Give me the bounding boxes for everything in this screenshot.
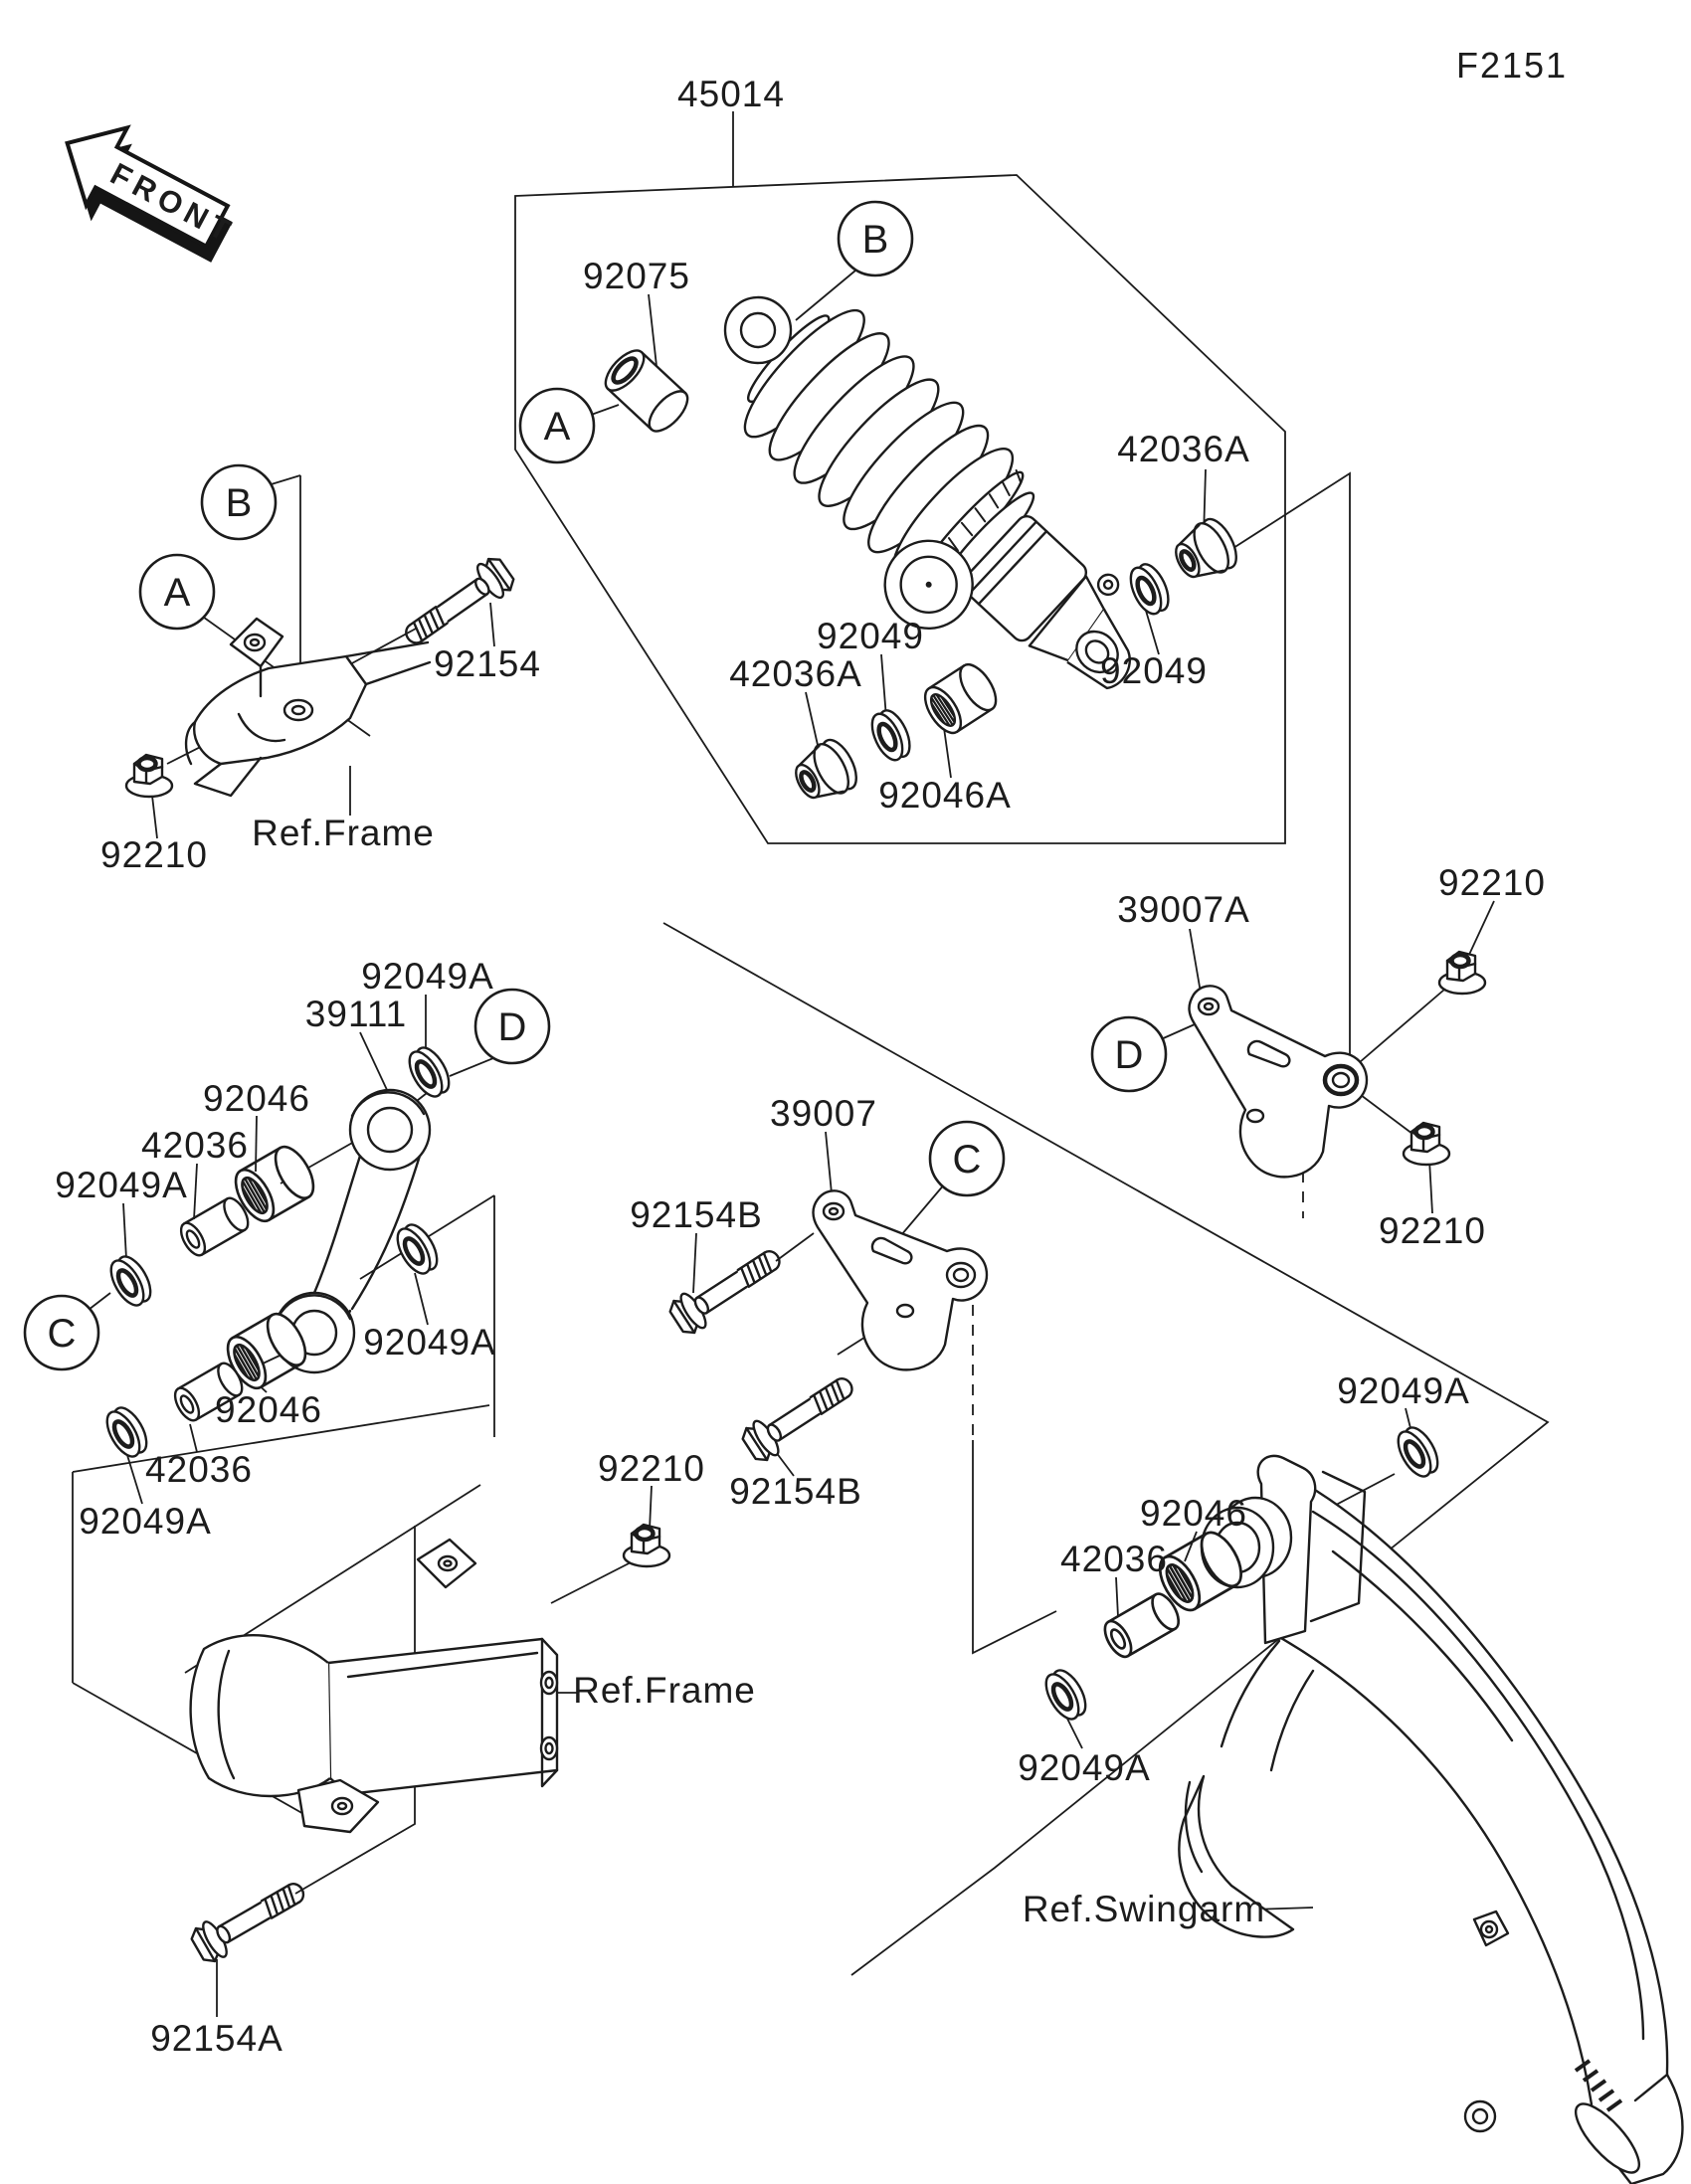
bolt-92154a [188,1872,312,1966]
collar-42036-swingarm [1100,1589,1185,1661]
part-label-39007a: 39007A [1117,889,1250,930]
figure-code: F2151 [1455,45,1569,86]
nut-92210-ne [1439,952,1485,994]
part-label-92049a: 92049A [1018,1747,1151,1788]
part-label-39111: 39111 [304,994,408,1034]
bracket-39007 [814,1190,988,1369]
part-label-ref-frame: Ref.Frame [252,813,435,853]
part-label-42036: 42036 [141,1125,249,1166]
callout-b [839,202,912,275]
part-label-92154: 92154 [434,643,541,684]
part-label-42036a: 42036A [729,653,862,694]
seal-92049a-swingarm-lower [1039,1665,1092,1724]
bolt-92154 [397,553,518,654]
seal-92049a-mid [391,1219,444,1278]
seal-92049a-left [104,1251,157,1310]
bearing-92046a [918,658,1003,739]
callout-letter-a: A [543,405,571,449]
bolt-92154b-upper [665,1239,788,1338]
frame-bracket-lower [191,1540,557,1832]
swingarm-drawing [1179,1456,1682,2184]
callout-letter-b: B [225,481,253,525]
part-label-92049a: 92049A [361,956,494,997]
callout-c [930,1122,1004,1195]
callout-a [140,555,214,629]
seal-92049a-swingarm-top [1392,1422,1444,1481]
callout-letter-d: D [497,1005,527,1049]
callout-letter-c: C [952,1138,982,1182]
callout-d [475,990,549,1063]
part-label-92049a: 92049A [1337,1370,1470,1411]
bracket-39007a [1190,986,1368,1177]
part-label-42036: 42036 [1060,1539,1168,1579]
seal-92049-mid [866,706,916,765]
seal-92049-right [1125,560,1175,619]
bolt-92154b-lower [738,1366,860,1465]
part-label-92049a: 92049A [79,1501,212,1542]
nut-92210-left [126,755,172,797]
callout-letter-c: C [47,1312,77,1356]
part-label-92210: 92210 [100,834,208,875]
right-group-axis-line [1233,473,1350,1106]
part-label-92154b: 92154B [729,1471,862,1512]
part-label-45014: 45014 [677,74,785,114]
bushing-42036a-mid [787,735,863,810]
part-label-39007: 39007 [770,1093,877,1134]
part-label-92154a: 92154A [150,2018,283,2059]
nut-92210-e [1404,1123,1449,1165]
part-label-42036a: 42036A [1117,429,1250,469]
bushing-42036a-right [1167,514,1243,589]
part-label-42036: 42036 [145,1449,253,1490]
linkage-group-outline-right [360,1195,494,1437]
seal-92049a-top [403,1042,456,1101]
callout-letter-b: B [861,218,889,262]
part-label-92210: 92210 [1438,862,1546,903]
part-label-92049a: 92049A [55,1165,188,1205]
part-label-92046: 92046 [203,1078,310,1119]
front-arrow-label: FRONT [104,155,242,252]
part-label-92075: 92075 [583,256,690,296]
part-label-92046: 92046 [1140,1493,1247,1534]
part-label-92210: 92210 [1379,1210,1486,1251]
callout-letter-d: D [1114,1033,1144,1077]
part-label-92049: 92049 [817,616,924,656]
part-label-ref-swingarm: Ref.Swingarm [1022,1889,1266,1929]
part-label-92049: 92049 [1100,650,1208,691]
nut-92210-center [624,1525,669,1566]
bracket-39007-axis-line [973,1440,1056,1653]
part-label-92210: 92210 [598,1448,705,1489]
callout-letter-a: A [163,571,191,615]
part-label-92154b: 92154B [630,1194,763,1235]
part-label-92049a: 92049A [363,1322,496,1363]
bushing-92075 [599,344,694,438]
part-label-92046: 92046 [215,1389,322,1430]
front-arrow [40,106,254,283]
part-label-92046a: 92046A [878,775,1012,816]
callout-c [25,1296,98,1369]
callout-d [1092,1017,1166,1091]
callout-b [202,465,276,539]
frame-bracket-upper [186,619,430,796]
part-label-ref-frame: Ref.Frame [573,1670,756,1711]
callout-a [520,389,594,462]
